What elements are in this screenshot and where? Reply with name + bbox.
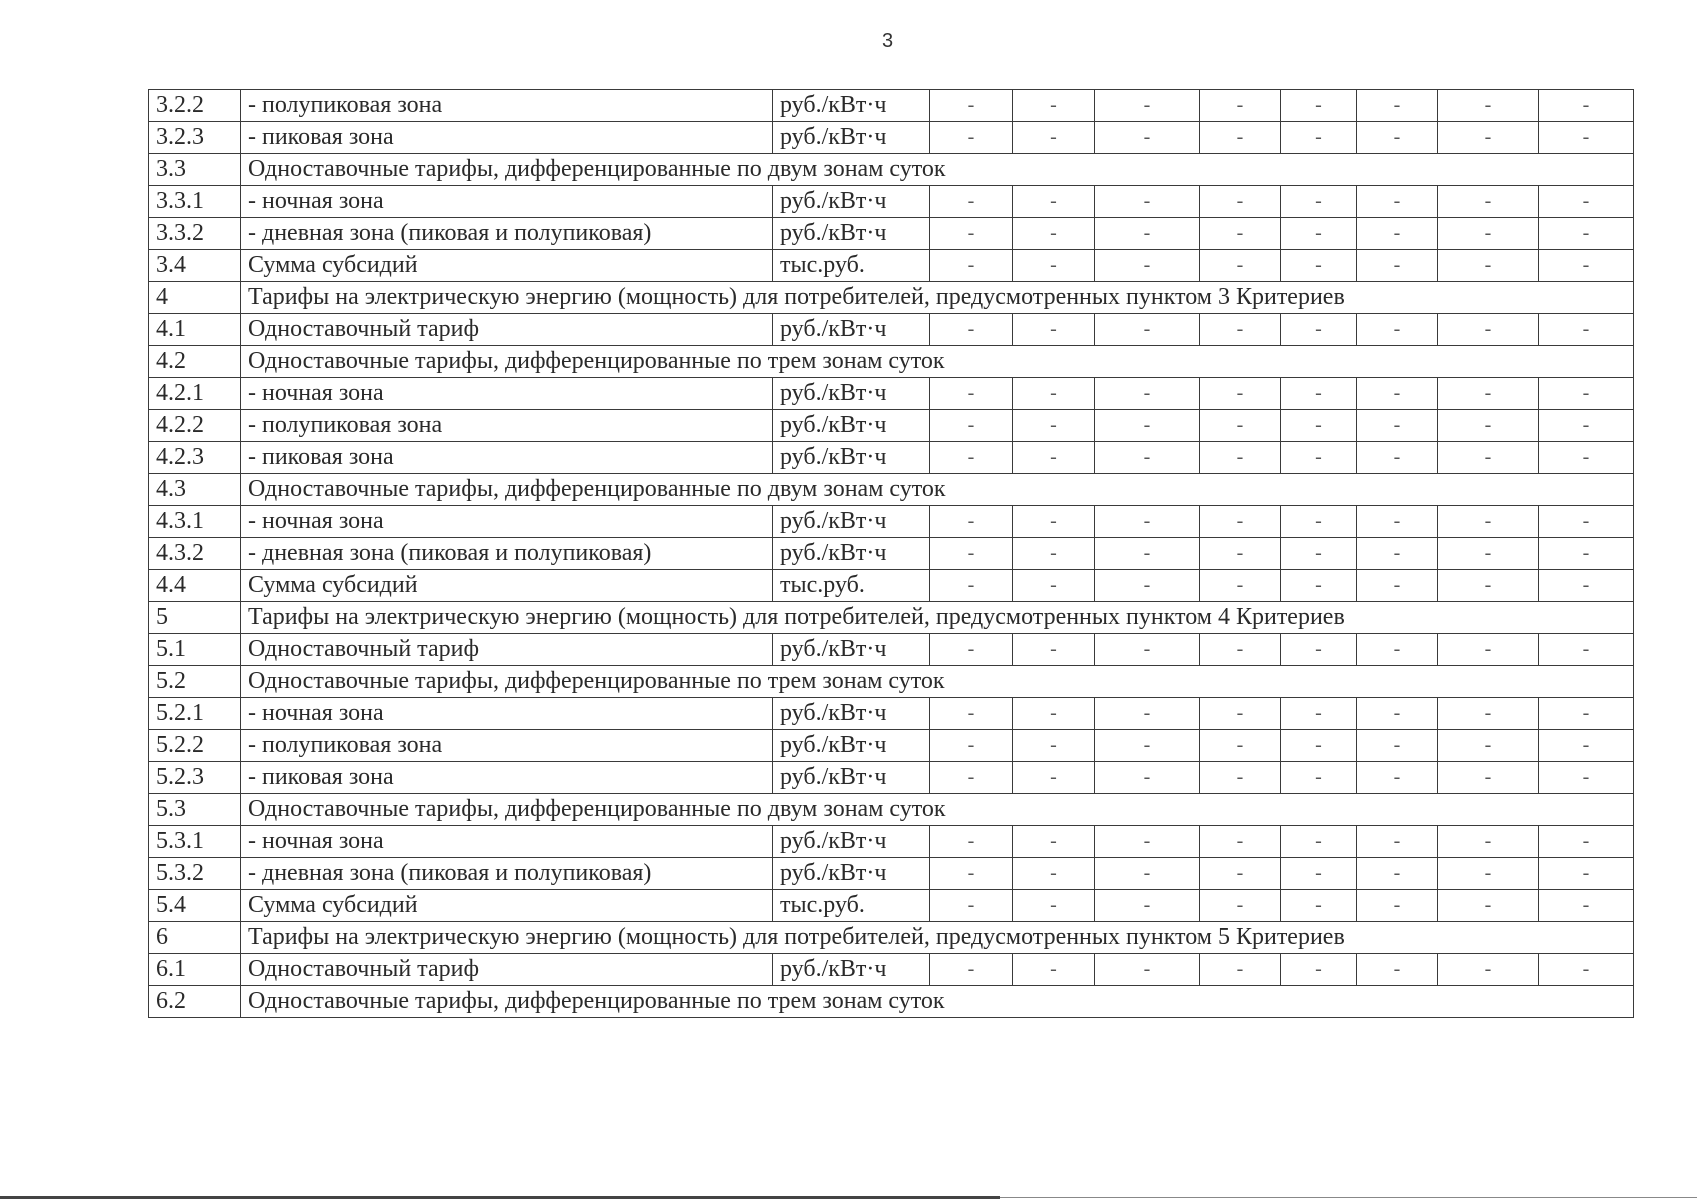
value-cell: - xyxy=(1013,698,1095,730)
value-cell: - xyxy=(1200,410,1281,442)
table-row xyxy=(149,218,1634,250)
value-cell: - xyxy=(1357,410,1438,442)
row-unit: руб./кВт·ч xyxy=(773,410,930,442)
row-name: Тарифы на электрическую энергию (мощность) для потребителей, предусмотренных пунктом 4 Критериев xyxy=(241,602,1634,634)
value-cell: - xyxy=(1281,218,1357,250)
table-row xyxy=(149,90,1634,122)
value-cell: - xyxy=(1281,634,1357,666)
value-cell: - xyxy=(1438,826,1539,858)
value-cell: - xyxy=(1357,634,1438,666)
row-number: 3.3 xyxy=(149,154,241,186)
value-cell: - xyxy=(1095,250,1200,282)
row-number: 5.2 xyxy=(149,666,241,698)
value-cell: - xyxy=(1095,826,1200,858)
table-row xyxy=(149,314,1634,346)
value-cell: - xyxy=(1281,858,1357,890)
value-cell: - xyxy=(1357,314,1438,346)
table-row xyxy=(149,378,1634,410)
value-cell: - xyxy=(1438,858,1539,890)
row-number: 4 xyxy=(149,282,241,314)
value-cell: - xyxy=(1438,570,1539,602)
row-name: Тарифы на электрическую энергию (мощность) для потребителей, предусмотренных пунктом 3 Критериев xyxy=(241,282,1634,314)
row-name: - полупиковая зона xyxy=(241,730,773,762)
row-number: 5.4 xyxy=(149,890,241,922)
table-row xyxy=(149,122,1634,154)
value-cell: - xyxy=(1200,634,1281,666)
row-number: 5 xyxy=(149,602,241,634)
row-name: Одноставочные тарифы, дифференцированные по трем зонам суток xyxy=(241,346,1634,378)
row-name: - дневная зона (пиковая и полупиковая) xyxy=(241,218,773,250)
value-cell: - xyxy=(1357,250,1438,282)
value-cell: - xyxy=(930,538,1013,570)
row-unit: руб./кВт·ч xyxy=(773,314,930,346)
value-cell: - xyxy=(1200,186,1281,218)
value-cell: - xyxy=(1281,762,1357,794)
value-cell: - xyxy=(1200,378,1281,410)
row-number: 6.2 xyxy=(149,986,241,1018)
row-unit: руб./кВт·ч xyxy=(773,826,930,858)
table-row xyxy=(149,602,1634,634)
value-cell: - xyxy=(1013,858,1095,890)
row-name: - ночная зона xyxy=(241,378,773,410)
value-cell: - xyxy=(930,122,1013,154)
row-number: 4.3.1 xyxy=(149,506,241,538)
value-cell: - xyxy=(1095,890,1200,922)
table-row xyxy=(149,826,1634,858)
value-cell: - xyxy=(1095,762,1200,794)
table-row xyxy=(149,698,1634,730)
value-cell: - xyxy=(1013,890,1095,922)
row-number: 4.2.1 xyxy=(149,378,241,410)
value-cell: - xyxy=(1095,730,1200,762)
row-unit: тыс.руб. xyxy=(773,250,930,282)
value-cell: - xyxy=(1281,698,1357,730)
row-name: - ночная зона xyxy=(241,698,773,730)
value-cell: - xyxy=(1095,218,1200,250)
row-number: 3.3.1 xyxy=(149,186,241,218)
table-row xyxy=(149,986,1634,1018)
value-cell: - xyxy=(1438,90,1539,122)
value-cell: - xyxy=(1095,858,1200,890)
value-cell: - xyxy=(1200,954,1281,986)
value-cell: - xyxy=(1357,378,1438,410)
row-number: 5.3.1 xyxy=(149,826,241,858)
value-cell: - xyxy=(930,890,1013,922)
value-cell: - xyxy=(1200,218,1281,250)
row-unit: руб./кВт·ч xyxy=(773,218,930,250)
row-number: 5.3 xyxy=(149,794,241,826)
value-cell: - xyxy=(1539,314,1634,346)
value-cell: - xyxy=(1095,410,1200,442)
row-unit: руб./кВт·ч xyxy=(773,506,930,538)
value-cell: - xyxy=(1357,762,1438,794)
value-cell: - xyxy=(1539,410,1634,442)
row-number: 6.1 xyxy=(149,954,241,986)
tariff-table xyxy=(148,89,1634,1018)
value-cell: - xyxy=(930,90,1013,122)
table-row xyxy=(149,410,1634,442)
table-row xyxy=(149,666,1634,698)
row-unit: руб./кВт·ч xyxy=(773,442,930,474)
value-cell: - xyxy=(1013,954,1095,986)
table-row xyxy=(149,730,1634,762)
value-cell: - xyxy=(930,218,1013,250)
value-cell: - xyxy=(1539,378,1634,410)
value-cell: - xyxy=(1357,858,1438,890)
value-cell: - xyxy=(1438,314,1539,346)
table-row xyxy=(149,762,1634,794)
value-cell: - xyxy=(1281,314,1357,346)
value-cell: - xyxy=(1539,218,1634,250)
value-cell: - xyxy=(1539,570,1634,602)
value-cell: - xyxy=(1438,762,1539,794)
row-number: 6 xyxy=(149,922,241,954)
table-row xyxy=(149,442,1634,474)
value-cell: - xyxy=(1281,730,1357,762)
value-cell: - xyxy=(1438,954,1539,986)
row-name: Сумма субсидий xyxy=(241,250,773,282)
row-unit: руб./кВт·ч xyxy=(773,538,930,570)
value-cell: - xyxy=(1539,730,1634,762)
value-cell: - xyxy=(1281,122,1357,154)
value-cell: - xyxy=(1013,538,1095,570)
value-cell: - xyxy=(1539,442,1634,474)
value-cell: - xyxy=(930,634,1013,666)
value-cell: - xyxy=(1200,570,1281,602)
value-cell: - xyxy=(1095,506,1200,538)
row-name: - ночная зона xyxy=(241,826,773,858)
value-cell: - xyxy=(1200,890,1281,922)
value-cell: - xyxy=(1281,442,1357,474)
table-row xyxy=(149,346,1634,378)
value-cell: - xyxy=(1438,538,1539,570)
value-cell: - xyxy=(1200,730,1281,762)
value-cell: - xyxy=(1095,698,1200,730)
value-cell: - xyxy=(1095,378,1200,410)
row-name: - пиковая зона xyxy=(241,442,773,474)
value-cell: - xyxy=(1013,314,1095,346)
row-name: - дневная зона (пиковая и полупиковая) xyxy=(241,858,773,890)
value-cell: - xyxy=(1438,410,1539,442)
value-cell: - xyxy=(1539,762,1634,794)
value-cell: - xyxy=(1539,634,1634,666)
value-cell: - xyxy=(930,410,1013,442)
value-cell: - xyxy=(1281,570,1357,602)
value-cell: - xyxy=(1013,410,1095,442)
value-cell: - xyxy=(1013,826,1095,858)
value-cell: - xyxy=(1013,506,1095,538)
value-cell: - xyxy=(1095,570,1200,602)
value-cell: - xyxy=(1357,538,1438,570)
value-cell: - xyxy=(1539,858,1634,890)
row-name: Одноставочный тариф xyxy=(241,634,773,666)
value-cell: - xyxy=(930,570,1013,602)
value-cell: - xyxy=(930,730,1013,762)
row-number: 3.2.3 xyxy=(149,122,241,154)
value-cell: - xyxy=(1200,314,1281,346)
value-cell: - xyxy=(1357,954,1438,986)
value-cell: - xyxy=(1013,762,1095,794)
value-cell: - xyxy=(1095,186,1200,218)
value-cell: - xyxy=(1013,186,1095,218)
value-cell: - xyxy=(1095,90,1200,122)
row-unit: руб./кВт·ч xyxy=(773,858,930,890)
row-name: Одноставочный тариф xyxy=(241,314,773,346)
value-cell: - xyxy=(1013,442,1095,474)
row-name: Одноставочные тарифы, дифференцированные по трем зонам суток xyxy=(241,666,1634,698)
value-cell: - xyxy=(1438,890,1539,922)
value-cell: - xyxy=(1013,730,1095,762)
value-cell: - xyxy=(1539,954,1634,986)
value-cell: - xyxy=(930,378,1013,410)
value-cell: - xyxy=(1013,378,1095,410)
value-cell: - xyxy=(1200,538,1281,570)
value-cell: - xyxy=(1281,250,1357,282)
value-cell: - xyxy=(1357,122,1438,154)
value-cell: - xyxy=(1095,954,1200,986)
value-cell: - xyxy=(1438,218,1539,250)
row-name: Одноставочные тарифы, дифференцированные по двум зонам суток xyxy=(241,154,1634,186)
value-cell: - xyxy=(1281,378,1357,410)
value-cell: - xyxy=(1281,538,1357,570)
value-cell: - xyxy=(1438,186,1539,218)
row-unit: руб./кВт·ч xyxy=(773,122,930,154)
value-cell: - xyxy=(1281,410,1357,442)
value-cell: - xyxy=(930,954,1013,986)
row-unit: руб./кВт·ч xyxy=(773,90,930,122)
value-cell: - xyxy=(1200,762,1281,794)
value-cell: - xyxy=(930,186,1013,218)
value-cell: - xyxy=(1095,122,1200,154)
value-cell: - xyxy=(1013,634,1095,666)
value-cell: - xyxy=(1281,506,1357,538)
value-cell: - xyxy=(1438,730,1539,762)
value-cell: - xyxy=(1539,826,1634,858)
page-number: 3 xyxy=(881,30,894,52)
row-unit: руб./кВт·ч xyxy=(773,378,930,410)
row-name: - полупиковая зона xyxy=(241,90,773,122)
value-cell: - xyxy=(1095,634,1200,666)
row-number: 3.3.2 xyxy=(149,218,241,250)
row-name: Одноставочные тарифы, дифференцированные по двум зонам суток xyxy=(241,794,1634,826)
value-cell: - xyxy=(1438,442,1539,474)
value-cell: - xyxy=(1200,698,1281,730)
row-name: - полупиковая зона xyxy=(241,410,773,442)
row-name: - пиковая зона xyxy=(241,762,773,794)
row-unit: руб./кВт·ч xyxy=(773,634,930,666)
value-cell: - xyxy=(930,314,1013,346)
value-cell: - xyxy=(1438,698,1539,730)
value-cell: - xyxy=(930,698,1013,730)
row-number: 4.2 xyxy=(149,346,241,378)
row-unit: тыс.руб. xyxy=(773,570,930,602)
value-cell: - xyxy=(1013,570,1095,602)
value-cell: - xyxy=(1438,122,1539,154)
value-cell: - xyxy=(1539,250,1634,282)
value-cell: - xyxy=(1200,858,1281,890)
value-cell: - xyxy=(930,250,1013,282)
scan-edge-line xyxy=(0,1196,1000,1199)
row-number: 5.3.2 xyxy=(149,858,241,890)
row-name: Одноставочные тарифы, дифференцированные по двум зонам суток xyxy=(241,474,1634,506)
row-unit: руб./кВт·ч xyxy=(773,730,930,762)
row-name: Одноставочный тариф xyxy=(241,954,773,986)
value-cell: - xyxy=(1357,698,1438,730)
value-cell: - xyxy=(1539,506,1634,538)
value-cell: - xyxy=(1357,570,1438,602)
row-number: 4.2.2 xyxy=(149,410,241,442)
value-cell: - xyxy=(1200,90,1281,122)
value-cell: - xyxy=(1539,538,1634,570)
table-row xyxy=(149,250,1634,282)
value-cell: - xyxy=(1539,90,1634,122)
value-cell: - xyxy=(1281,186,1357,218)
row-number: 4.4 xyxy=(149,570,241,602)
value-cell: - xyxy=(1095,314,1200,346)
value-cell: - xyxy=(1357,218,1438,250)
table-row xyxy=(149,474,1634,506)
value-cell: - xyxy=(1438,250,1539,282)
row-unit: руб./кВт·ч xyxy=(773,698,930,730)
row-number: 3.4 xyxy=(149,250,241,282)
value-cell: - xyxy=(1438,634,1539,666)
value-cell: - xyxy=(1200,826,1281,858)
row-unit: руб./кВт·ч xyxy=(773,954,930,986)
row-number: 4.3 xyxy=(149,474,241,506)
table-row xyxy=(149,154,1634,186)
row-name: Одноставочные тарифы, дифференцированные по трем зонам суток xyxy=(241,986,1634,1018)
value-cell: - xyxy=(1200,250,1281,282)
row-number: 4.1 xyxy=(149,314,241,346)
value-cell: - xyxy=(1281,90,1357,122)
row-name: Тарифы на электрическую энергию (мощность) для потребителей, предусмотренных пунктом 5 Критериев xyxy=(241,922,1634,954)
value-cell: - xyxy=(1357,442,1438,474)
row-number: 5.2.1 xyxy=(149,698,241,730)
value-cell: - xyxy=(1281,890,1357,922)
table-row xyxy=(149,634,1634,666)
table-row xyxy=(149,538,1634,570)
row-number: 4.2.3 xyxy=(149,442,241,474)
value-cell: - xyxy=(1539,122,1634,154)
value-cell: - xyxy=(1095,538,1200,570)
row-number: 5.2.2 xyxy=(149,730,241,762)
row-number: 5.1 xyxy=(149,634,241,666)
row-name: - ночная зона xyxy=(241,186,773,218)
value-cell: - xyxy=(1013,250,1095,282)
value-cell: - xyxy=(1281,954,1357,986)
value-cell: - xyxy=(1438,506,1539,538)
value-cell: - xyxy=(1539,890,1634,922)
value-cell: - xyxy=(1200,442,1281,474)
value-cell: - xyxy=(1013,90,1095,122)
value-cell: - xyxy=(1357,186,1438,218)
value-cell: - xyxy=(1200,506,1281,538)
tariff-table-body xyxy=(149,90,1634,1018)
row-name: - пиковая зона xyxy=(241,122,773,154)
value-cell: - xyxy=(1357,826,1438,858)
row-name: - дневная зона (пиковая и полупиковая) xyxy=(241,538,773,570)
value-cell: - xyxy=(1539,698,1634,730)
table-row xyxy=(149,282,1634,314)
value-cell: - xyxy=(930,506,1013,538)
row-unit: руб./кВт·ч xyxy=(773,186,930,218)
table-row xyxy=(149,922,1634,954)
value-cell: - xyxy=(1200,122,1281,154)
value-cell: - xyxy=(930,858,1013,890)
value-cell: - xyxy=(930,762,1013,794)
value-cell: - xyxy=(1357,730,1438,762)
value-cell: - xyxy=(1357,506,1438,538)
table-row xyxy=(149,954,1634,986)
row-number: 4.3.2 xyxy=(149,538,241,570)
value-cell: - xyxy=(1095,442,1200,474)
value-cell: - xyxy=(930,442,1013,474)
value-cell: - xyxy=(930,826,1013,858)
row-number: 3.2.2 xyxy=(149,90,241,122)
value-cell: - xyxy=(1281,826,1357,858)
value-cell: - xyxy=(1013,122,1095,154)
row-number: 5.2.3 xyxy=(149,762,241,794)
row-name: - ночная зона xyxy=(241,506,773,538)
value-cell: - xyxy=(1539,186,1634,218)
row-name: Сумма субсидий xyxy=(241,890,773,922)
value-cell: - xyxy=(1357,890,1438,922)
row-unit: тыс.руб. xyxy=(773,890,930,922)
table-row xyxy=(149,506,1634,538)
table-row xyxy=(149,858,1634,890)
table-row xyxy=(149,186,1634,218)
row-unit: руб./кВт·ч xyxy=(773,762,930,794)
table-row xyxy=(149,794,1634,826)
value-cell: - xyxy=(1357,90,1438,122)
scan-edge-line-faint xyxy=(1000,1197,1697,1198)
value-cell: - xyxy=(1013,218,1095,250)
table-row xyxy=(149,570,1634,602)
value-cell: - xyxy=(1438,378,1539,410)
row-name: Сумма субсидий xyxy=(241,570,773,602)
table-row xyxy=(149,890,1634,922)
